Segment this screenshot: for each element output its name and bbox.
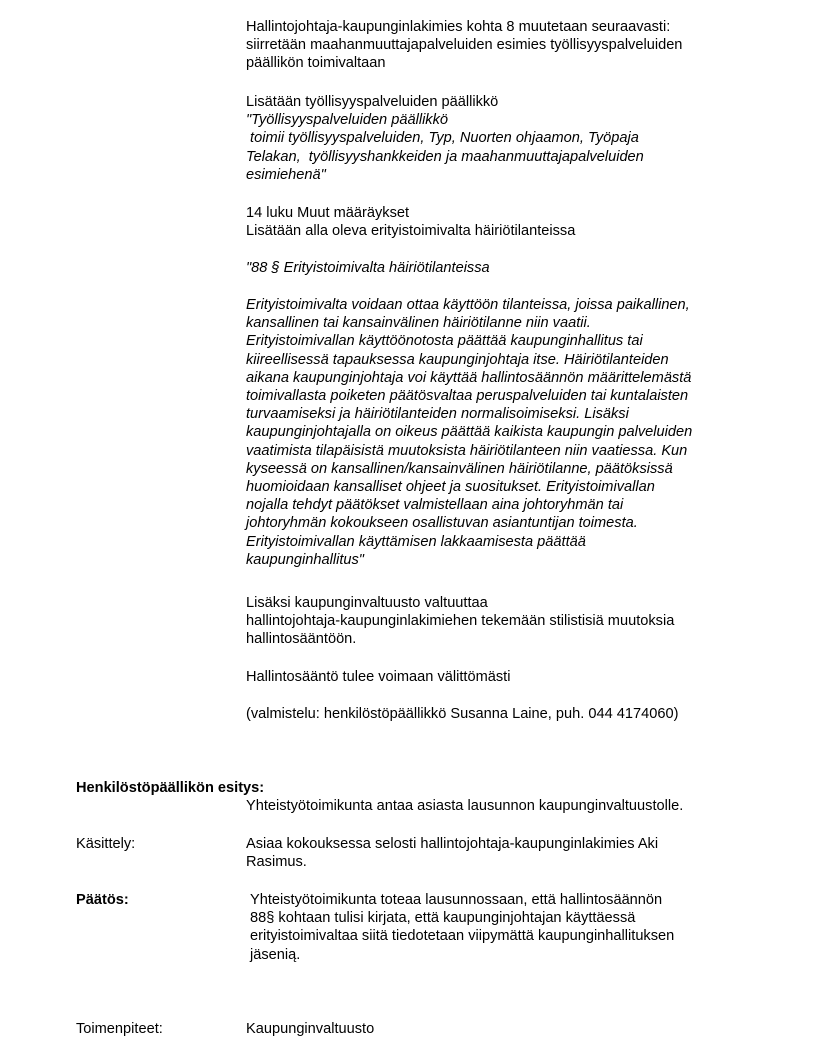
body-line: vaatimista tilapäisistä muutoksista häiriötilanteen niin vaatiessa. Kun	[246, 442, 688, 459]
measures-text: Kaupunginvaltuusto	[246, 1021, 375, 1037]
text-line: jäsenią.	[250, 946, 301, 963]
authorization-paragraph	[246, 594, 786, 649]
text-line: Rasimus.	[246, 854, 307, 871]
intro-paragraph	[246, 18, 786, 73]
effective-statement: Hallintosääntö tulee voimaan välittömästi	[246, 669, 511, 685]
body-line: turvaamiseksi ja häiriötilanteiden normalisoimiseksi. Lisäksi	[246, 406, 629, 423]
proposal-text: Yhteistyötoimikunta antaa asiasta lausunnon kaupunginvaltuustolle.	[246, 798, 684, 814]
measures-label: Toimenpiteet:	[76, 1021, 163, 1037]
quote-line: toimii työllisyyspalveluiden, Typ, Nuorten ohjaamon, Työpaja	[246, 130, 639, 147]
decision-text	[250, 891, 790, 964]
quote-line: esimiehenä"	[246, 166, 326, 183]
text-line: Lisäksi kaupunginvaltuusto valtuuttaa	[246, 595, 488, 611]
body-line: kansallinen tai kansainvälinen häiriötilanne niin vaatii.	[246, 315, 591, 332]
preparer-note: (valmistelu: henkilöstöpäällikkö Susanna Laine, puh. 044 4174060)	[246, 706, 679, 722]
body-line: nojalla tehdyt päätökset valmistellaan aina johtoryhmän tai	[246, 497, 624, 514]
handling-text	[246, 835, 786, 871]
body-line: kiireellisessä tapauksessa kaupunginjohtaja itse. Häiriötilanteiden	[246, 351, 669, 368]
body-line: aikana kaupunginjohtaja voi käyttää hallintosäännön määrittelemästä	[246, 369, 692, 386]
text-line: Asiaa kokouksessa selosti hallintojohtaja-kaupunginlakimies Aki	[246, 836, 659, 852]
quote-line: "Työllisyyspalveluiden päällikkö	[246, 112, 449, 129]
text-line: hallintojohtaja-kaupunginlakimiehen tekemään stilistisiä muutoksia	[246, 613, 675, 630]
body-line: huomioidaan kansalliset ohjeet ja suositukset. Erityistoimivallan	[246, 479, 655, 496]
text-line: Hallintojohtaja-kaupunginlakimies kohta 8 muutetaan seuraavasti:	[246, 19, 671, 35]
proposal-label: Henkilöstöpäällikön esitys:	[76, 780, 265, 796]
handling-label: Käsittely:	[76, 836, 136, 852]
addition-paragraph	[246, 93, 786, 184]
section-88-body	[246, 296, 786, 569]
text-line: 88§ kohtaan tulisi kirjata, että kaupunginjohtajan käyttäessä	[250, 910, 636, 927]
text-line: siirretään maahanmuuttajapalveluiden esimies työllisyyspalveluiden	[246, 37, 683, 54]
body-line: kaupunginjohtajalla on oikeus päättää kaikista kaupungin palveluiden	[246, 424, 693, 441]
text-line: hallintosääntöön.	[246, 631, 357, 648]
body-line: kaupunginhallitus"	[246, 551, 364, 568]
chapter-subtitle: Lisätään alla oleva erityistoimivalta häiriötilanteissa	[246, 223, 576, 240]
body-line: toimivallasta poiketen päätösvaltaa peruspalveluiden tai kuntalaisten	[246, 388, 689, 405]
chapter-title: 14 luku Muut määräykset	[246, 205, 410, 221]
text-line: erityistoimivaltaa siitä tiedotetaan viipymättä kaupunginhallituksen	[250, 928, 675, 945]
text-line: päällikön toimivaltaan	[246, 55, 386, 72]
text-line: Yhteistyötoimikunta toteaa lausunnossaan, että hallintosäännön	[250, 892, 663, 908]
chapter-14	[246, 204, 786, 240]
body-line: Erityistoimivallan käyttöönotosta päättää kaupunginhallitus tai	[246, 333, 643, 350]
body-line: johtoryhmän kokoukseen osallistuvan asiantuntijan toimesta.	[246, 515, 638, 532]
body-line: Erityistoimivalta voidaan ottaa käyttöön tilanteissa, joissa paikallinen,	[246, 297, 690, 313]
body-line: kyseessä on kansallinen/kansainvälinen häiriötilanne, päätöksissä	[246, 460, 673, 477]
body-line: Erityistoimivallan käyttämisen lakkaamisesta päättää	[246, 533, 586, 550]
addition-heading: Lisätään työllisyyspalveluiden päällikkö	[246, 94, 499, 110]
decision-label: Päätös:	[76, 892, 129, 908]
quote-line: Telakan, työllisyyshankkeiden ja maahanmuuttajapalveluiden	[246, 148, 644, 165]
section-88-title: "88 § Erityistoimivalta häiriötilanteissa	[246, 260, 490, 276]
